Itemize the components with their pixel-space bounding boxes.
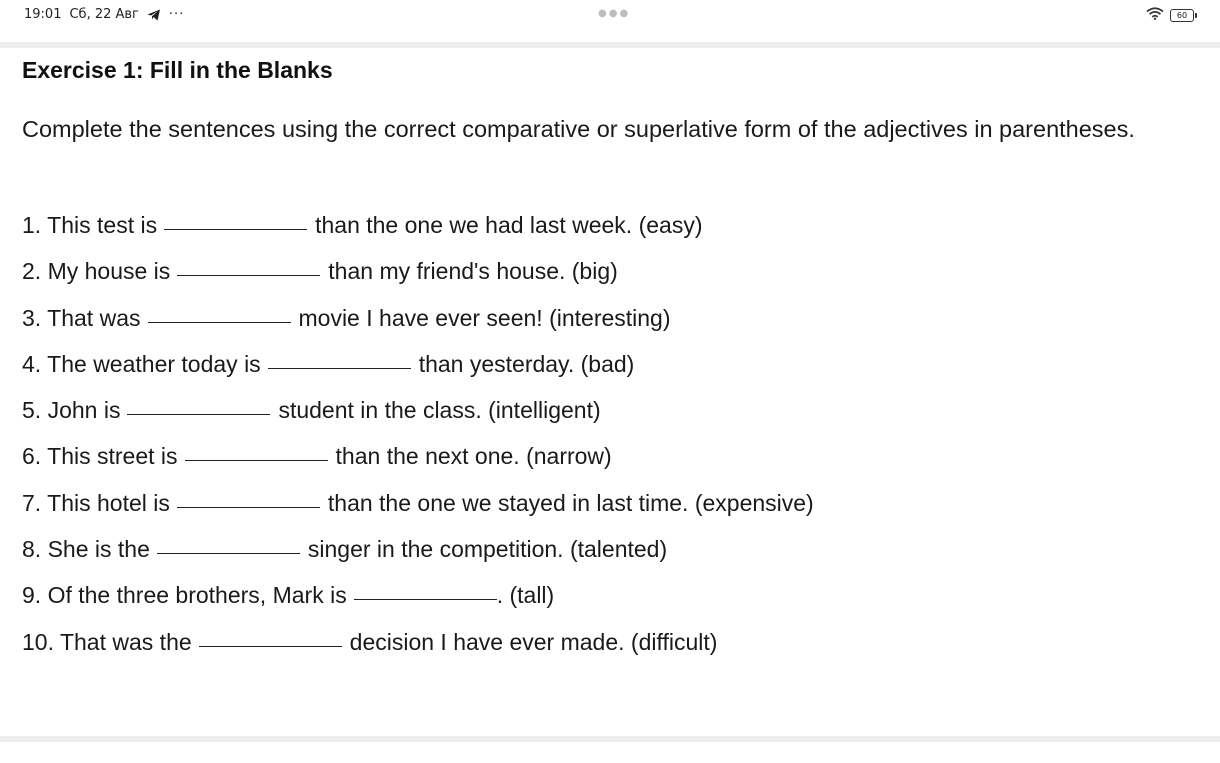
- item-text-after: movie I have ever seen! (interesting): [298, 304, 671, 331]
- item-number: 5.: [22, 397, 42, 424]
- item-text-after: student in the class. (intelligent): [278, 397, 601, 424]
- item-number: 2.: [22, 258, 42, 285]
- item-text-after: than the next one. (narrow): [335, 443, 612, 470]
- answer-blank[interactable]: [177, 255, 320, 276]
- bottom-divider: [0, 736, 1220, 742]
- item-text-after: than the one we stayed in last time. (expensive): [327, 489, 814, 516]
- exercise-item: [22, 433, 1184, 479]
- item-number: 9.: [22, 582, 42, 609]
- exercise-list: [22, 202, 1184, 665]
- answer-blank[interactable]: [177, 487, 320, 508]
- exercise-item: [22, 526, 1184, 572]
- answer-blank[interactable]: [354, 579, 497, 600]
- item-number: 4.: [22, 350, 42, 377]
- battery-icon: 60: [1170, 9, 1194, 22]
- exercise-item: [22, 341, 1184, 387]
- item-text-before: This hotel is: [47, 489, 170, 516]
- item-text-before: This street is: [47, 443, 178, 470]
- answer-blank[interactable]: [268, 348, 411, 369]
- exercise-item: [22, 572, 1184, 618]
- item-text-before: The weather today is: [47, 350, 261, 377]
- clock: 19:01: [24, 7, 62, 22]
- item-number: 6.: [22, 443, 42, 470]
- item-number: 8.: [22, 536, 42, 563]
- item-number: 10.: [22, 628, 54, 655]
- wifi-icon: [1146, 7, 1164, 24]
- answer-blank[interactable]: [185, 440, 328, 461]
- item-text-before: Of the three brothers, Mark is: [47, 582, 347, 609]
- exercise-title: Exercise 1: Fill in the Blanks: [22, 57, 333, 83]
- answer-blank[interactable]: [164, 209, 307, 230]
- item-number: 7.: [22, 489, 42, 516]
- item-text-after: than the one we had last week. (easy): [315, 212, 703, 238]
- item-text-before: My house is: [47, 258, 171, 285]
- exercise-item: [22, 387, 1184, 433]
- window-handle-icon[interactable]: ●●●: [598, 8, 631, 19]
- status-left: [24, 7, 184, 22]
- exercise-item: [22, 480, 1184, 526]
- exercise-item: [22, 248, 1184, 294]
- exercise-item: [22, 295, 1184, 341]
- more-notifications-icon: ···: [168, 7, 185, 22]
- item-number: 1.: [22, 212, 42, 238]
- exercise-item: [22, 202, 1184, 248]
- item-text-before: John is: [47, 397, 121, 424]
- instructions: Complete the sentences using the correct comparative or superlative form of the adjectives in parentheses.: [22, 116, 1135, 142]
- item-text-after: than my friend's house. (big): [328, 258, 618, 285]
- item-text-after: singer in the competition. (talented): [307, 536, 668, 563]
- answer-blank[interactable]: [157, 533, 300, 554]
- date: Сб, 22 Авг: [69, 7, 139, 22]
- item-text-after: decision I have ever made. (difficult): [349, 628, 718, 655]
- item-text-before: This test is: [47, 212, 158, 238]
- item-text-before: That was the: [59, 628, 192, 655]
- telegram-icon: [147, 9, 161, 21]
- answer-blank[interactable]: [127, 394, 270, 415]
- status-bar: [0, 0, 1220, 30]
- answer-blank[interactable]: [148, 302, 291, 323]
- item-text-after: than yesterday. (bad): [418, 350, 635, 377]
- item-text-before: That was: [47, 304, 141, 331]
- document-page: [22, 54, 1184, 665]
- answer-blank[interactable]: [199, 626, 342, 647]
- exercise-item: [22, 619, 1184, 665]
- item-text-before: She is the: [47, 536, 150, 563]
- item-number: 3.: [22, 304, 42, 331]
- item-text-after: . (tall): [496, 582, 555, 609]
- status-right: [1146, 7, 1194, 24]
- top-divider: [0, 42, 1220, 48]
